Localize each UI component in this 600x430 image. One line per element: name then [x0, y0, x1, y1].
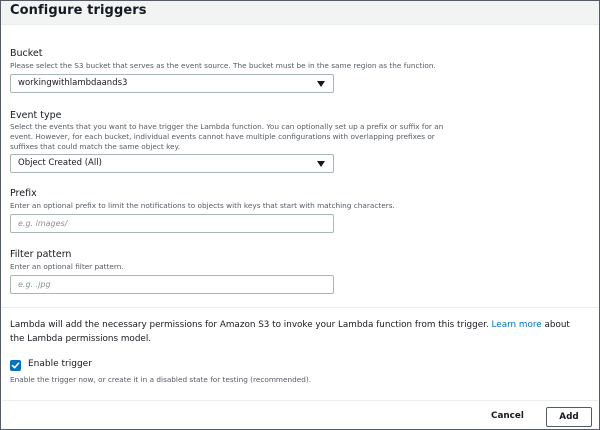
prefix-description: Enter an optional prefix to limit the notifications to objects with keys that start with matching characters. — [10, 201, 395, 210]
permissions-note — [10, 318, 585, 346]
event-type-description-line-2: event. However, for each bucket, individual events cannot have multiple configurations with overlapping prefixes or — [10, 132, 435, 141]
bucket-selected-value: workingwithlambdaands3 — [18, 78, 128, 88]
prefix-label: Prefix — [10, 188, 37, 199]
filter-pattern-input[interactable] — [10, 275, 334, 294]
prefix-input[interactable] — [10, 214, 334, 233]
permissions-text-after: about the Lambda permissions model. — [10, 320, 570, 344]
filter-pattern-description: Enter an optional filter pattern. — [10, 262, 124, 271]
footer-divider — [2, 400, 598, 401]
bucket-description: Please select the S3 bucket that serves as the event source. The bucket must be in the same region as the function. — [10, 61, 436, 70]
event-type-label: Event type — [10, 110, 62, 121]
bucket-select[interactable] — [10, 74, 334, 93]
event-type-selected-value: Object Created (All) — [18, 158, 102, 168]
cancel-button[interactable]: Cancel — [491, 411, 524, 421]
filter-pattern-label: Filter pattern — [10, 249, 72, 260]
panel-header — [1, 1, 599, 25]
enable-trigger-description: Enable the trigger now, or create it in a disabled state for testing (recommended). — [10, 375, 312, 384]
learn-more-link[interactable]: Learn more — [491, 320, 542, 330]
enable-trigger-checkbox[interactable] — [10, 360, 21, 371]
event-type-description-line-1: Select the events that you want to have trigger the Lambda function. You can optionally set up a prefix or suffix for an — [10, 122, 444, 131]
event-type-description-line-3: suffixes that could match the same object key. — [10, 142, 181, 151]
caret-down-icon — [317, 81, 325, 87]
checkmark-icon — [11, 361, 20, 370]
add-button[interactable]: Add — [546, 407, 592, 427]
enable-trigger-label: Enable trigger — [28, 359, 92, 369]
caret-down-icon — [317, 161, 325, 167]
permissions-text-before: Lambda will add the necessary permissions for Amazon S3 to invoke your Lambda function from this trigger. — [10, 320, 492, 330]
event-type-select[interactable] — [10, 154, 334, 173]
bucket-label: Bucket — [10, 48, 43, 59]
section-divider — [2, 307, 598, 308]
panel-title: Configure triggers — [10, 3, 147, 18]
